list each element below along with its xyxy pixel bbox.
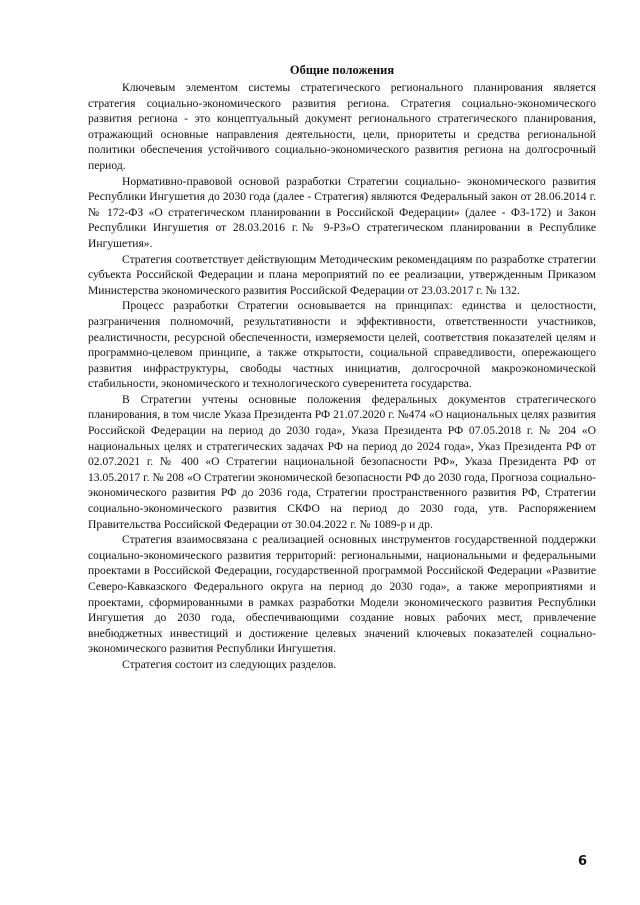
section-heading: Общие положения	[289, 63, 395, 77]
paragraph: Стратегия взаимосвязана с реализацией основных инструментов государственной поддержки социально-экономического развития территорий: региональными, национальными и федеральными проектами в Российской Федерации, государственной программой Российской Федерации «Развитие Северо-Кавказского Федерального округа на период до 2030 года», а также мероприятиями и проектами, сформированными в рамках разработки Модели экономического развития Республики Ингушетия до 2030 года, обеспечивающими создание новых рабочих мест, привлечение внебюджетных инвестиций и достижение целевых значений ключевых показателей социально-экономического развития Республики Ингушетия.	[88, 533, 596, 656]
paragraph: Ключевым элементом системы стратегического регионального планирования является стратегия социально-экономического развития региона. Стратегия социально-экономического развития региона - это концептуальный документ регионального стратегического планирования, отражающий основные направления деятельности, цели, приоритеты и средства региональной политики обеспечения устойчивого социально-экономического развития региона на долгосрочный период.	[88, 81, 596, 172]
paragraph: Стратегия состоит из следующих разделов.	[122, 657, 337, 671]
paragraph: Процесс разработки Стратегии основывается на принципах: единства и целостности, разграничения полномочий, результативности и эффективности, ответственности участников, реалистичности, ресурсной обеспеченности, измеряемости целей, соответствия показателей целям и программно-целевом принципе, а также открытости, социальной справедливости, опережающего развития инфраструктуры, свободы частных инициатив, долгосрочной макроэкономической стабильности, экономического и технологического суверенитета государства.	[88, 299, 596, 391]
document-body	[88, 80, 596, 673]
paragraph: Нормативно-правовой основой разработки Стратегии социально- экономического развития Республики Ингушетия до 2030 года (далее - Стратегия) являются Федеральный закон от 28.06.2014 г. № 172-ФЗ «О стратегическом планировании в Российской Федерации» (далее - ФЗ-172) и Закон Республики Ингушетия от 28.03.2016 г.№ 9-РЗ»О стратегическом планировании в Республике Ингушетия».	[88, 174, 596, 250]
page-number: 6	[578, 854, 588, 869]
paragraph: В Стратегии учтены основные положения федеральных документов стратегического планирования, в том числе Указа Президента РФ 21.07.2020 г. №474 «О национальных целях развития Российской Федерации на период до 2030 года», Указа Президента РФ 07.05.2018 г. № 204 «О национальных целях и стратегических задачах РФ на период до 2024 года», Указ Президента РФ от 02.07.2021 г. № 400 «О Стратегии национальной безопасности РФ», Указа Президента РФ от 13.05.2017 г. № 208 «О Стратегии экономической безопасности РФ до 2030 года, Прогноза социально-экономического развития РФ до 2036 года, Стратегии пространственного развития РФ, Стратегии социально-экономического развития СКФО на период до 2030 года, утв. Распоряжением Правительства Российской Федерации от 30.04.2022 г. № 1089-р и др.	[88, 392, 596, 531]
paragraph: Стратегия соответствует действующим Методическим рекомендациям по разработке стратегии субъекта Российской Федерации и плана мероприятий по ее реализации, утвержденным Приказом Министерства экономического развития Российской Федерации от 23.03.2017 г. № 132.	[88, 252, 596, 297]
